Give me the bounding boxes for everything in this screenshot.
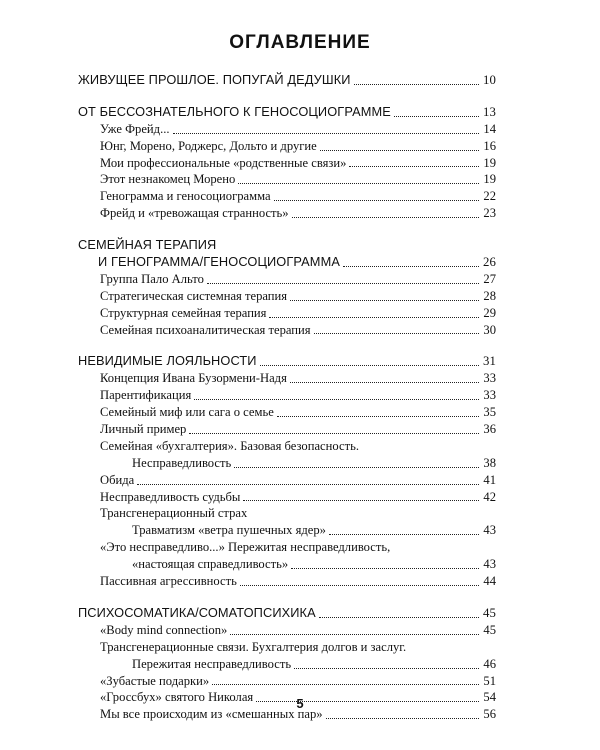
toc-page-number: 44 (483, 574, 496, 589)
toc-page-number: 33 (483, 388, 496, 403)
toc-entry[interactable] (78, 171, 496, 188)
toc-page-number: 45 (483, 605, 496, 620)
toc-entry-title: ЖИВУЩЕЕ ПРОШЛОЕ. ПОПУГАЙ ДЕДУШКИ (78, 72, 351, 87)
toc-page-number: 41 (483, 472, 496, 487)
toc-section[interactable] (78, 254, 496, 271)
toc-entry[interactable] (78, 489, 496, 506)
toc-page-number: 36 (483, 422, 496, 437)
toc-entry[interactable] (78, 556, 496, 573)
toc-entry-title: Семейный миф или сага о семье (100, 405, 274, 420)
dot-leader (230, 633, 479, 635)
toc-entry-title: Группа Пало Альто (100, 271, 204, 286)
toc-entry-title: Личный пример (100, 422, 187, 437)
dot-leader (319, 616, 479, 618)
toc-section[interactable] (78, 104, 496, 121)
toc-page-number: 22 (483, 189, 496, 204)
toc-entry[interactable] (78, 539, 496, 556)
toc-entry-title: Парентификация (100, 388, 192, 403)
toc-entry[interactable] (78, 288, 496, 305)
toc-page-number: 14 (483, 121, 496, 136)
toc-page-number: 42 (483, 489, 496, 504)
toc-entry-title: «Гроссбух» святого Николая (100, 690, 254, 705)
dot-leader (290, 381, 479, 383)
toc-entry-title: Мои профессиональные «родственные связи» (100, 155, 347, 170)
dot-leader (207, 282, 479, 284)
toc-entry-title: Семейная «бухгалтерия». Базовая безопасность. (100, 438, 359, 453)
dot-leader (326, 717, 479, 719)
dot-leader (243, 499, 479, 501)
toc-entry-title: Обида (100, 472, 135, 487)
toc-entry-title: Стратегическая системная терапия (100, 288, 288, 303)
toc-page-number: 33 (483, 371, 496, 386)
toc-page-number: 54 (483, 690, 496, 705)
toc-entry-title: Несправедливость судьбы (100, 489, 241, 504)
toc-entry-title: «Body mind connection» (100, 622, 228, 637)
dot-leader (194, 398, 479, 400)
toc-entry-title: ОТ БЕССОЗНАТЕЛЬНОГО К ГЕНОСОЦИОГРАММЕ (78, 103, 391, 119)
toc-entry-title: «Это несправедливо...» Пережитая несправедливость, (100, 540, 391, 555)
section-gap (78, 89, 496, 104)
dot-leader (277, 415, 479, 417)
toc-entry-title: «настоящая справедливость» (132, 557, 289, 572)
table-of-contents (78, 72, 496, 723)
toc-page-number: 27 (483, 271, 496, 286)
toc-page-number: 43 (483, 523, 496, 538)
dot-leader (234, 466, 479, 468)
toc-entry-title: Структурная семейная терапия (100, 305, 267, 320)
toc-page-number: 28 (483, 288, 496, 303)
dot-leader (240, 584, 479, 586)
toc-entry-title: Уже Фрейд... (100, 121, 170, 136)
toc-page-number: 16 (483, 138, 496, 153)
toc-page-number: 29 (483, 305, 496, 320)
toc-entry-title: «Зубастые подарки» (100, 673, 210, 688)
toc-entry[interactable] (78, 138, 496, 155)
toc-entry[interactable] (78, 322, 496, 339)
dot-leader (269, 316, 479, 318)
toc-section[interactable] (78, 237, 496, 254)
toc-entry[interactable] (78, 370, 496, 387)
toc-page-number: 56 (483, 707, 496, 722)
toc-entry-title: Пережитая несправедливость (132, 656, 292, 671)
toc-entry[interactable] (78, 421, 496, 438)
toc-entry-title: И ГЕНОГРАММА/ГЕНОСОЦИОГРАММА (98, 254, 340, 270)
toc-entry[interactable] (78, 387, 496, 404)
toc-entry[interactable] (78, 155, 496, 172)
toc-entry[interactable] (78, 656, 496, 673)
dot-leader (260, 364, 479, 366)
toc-page-number: 23 (483, 206, 496, 221)
toc-entry-title: Мы все происходим из «смешанных пар» (100, 707, 323, 722)
toc-page-number: 43 (483, 557, 496, 572)
page-title: ОГЛАВЛЕНИЕ (229, 32, 371, 53)
dot-leader (189, 432, 479, 434)
dot-leader (294, 667, 479, 669)
toc-page-number: 31 (483, 354, 496, 369)
toc-entry[interactable] (78, 438, 496, 455)
section-gap (78, 338, 496, 353)
section-gap (78, 590, 496, 605)
dot-leader (173, 132, 479, 134)
toc-entry[interactable] (78, 305, 496, 322)
toc-page-number: 10 (483, 73, 496, 87)
toc-entry-title: ПСИХОСОМАТИКА/СОМАТОПСИХИКА (78, 604, 316, 620)
toc-entry[interactable] (78, 205, 496, 222)
toc-page-number: 45 (483, 622, 496, 637)
dot-leader (314, 332, 479, 334)
toc-section[interactable] (78, 72, 496, 89)
toc-entry[interactable] (78, 404, 496, 421)
toc-entry-title: Генограмма и геносоциограмма (100, 189, 271, 204)
toc-entry-title: Семейная психоаналитическая терапия (100, 322, 311, 337)
toc-page-number: 26 (483, 255, 496, 270)
toc-entry-title: Несправедливость (132, 455, 232, 470)
toc-entry[interactable] (78, 455, 496, 472)
toc-entry[interactable] (78, 505, 496, 522)
toc-entry[interactable] (78, 573, 496, 590)
toc-entry-title: Пассивная агрессивность (100, 574, 237, 589)
toc-entry-title: СЕМЕЙНАЯ ТЕРАПИЯ (78, 237, 217, 253)
toc-entry[interactable] (78, 673, 496, 690)
toc-entry[interactable] (78, 472, 496, 489)
toc-page-number: 19 (483, 155, 496, 170)
toc-entry-title: Концепция Ивана Бузормени-Надя (100, 371, 287, 386)
toc-entry[interactable] (78, 188, 496, 205)
section-gap (78, 222, 496, 237)
toc-entry[interactable] (78, 522, 496, 539)
toc-page-number: 19 (483, 172, 496, 187)
dot-leader (320, 149, 479, 151)
toc-page-number: 38 (483, 455, 496, 470)
toc-entry-title: НЕВИДИМЫЕ ЛОЯЛЬНОСТИ (78, 353, 257, 369)
toc-entry-title: Трансгенерационный страх (100, 506, 248, 521)
toc-entry[interactable] (78, 622, 496, 639)
dot-leader (349, 165, 479, 167)
toc-page-number: 13 (483, 104, 496, 119)
dot-leader (238, 182, 479, 184)
toc-entry[interactable] (78, 121, 496, 138)
dot-leader (137, 483, 479, 485)
dot-leader (292, 216, 479, 218)
toc-section[interactable] (78, 353, 496, 370)
page-number: 5 (296, 696, 304, 711)
dot-leader (274, 199, 479, 201)
toc-entry[interactable] (78, 271, 496, 288)
toc-page-number: 30 (483, 322, 496, 337)
toc-entry[interactable] (78, 639, 496, 656)
toc-page-number: 46 (483, 656, 496, 671)
toc-entry-title: Травматизм «ветра пушечных ядер» (132, 523, 326, 538)
dot-leader (329, 533, 479, 535)
dot-leader (212, 683, 479, 685)
toc-entry-title: Этот незнакомец Морено (100, 172, 236, 187)
dot-leader (291, 567, 479, 569)
toc-section[interactable] (78, 605, 496, 622)
toc-entry-title: Фрейд и «тревожащая странность» (100, 206, 289, 221)
toc-page-number: 35 (483, 405, 496, 420)
toc-entry-title: Юнг, Морено, Роджерс, Дольто и другие (100, 138, 317, 153)
dot-leader (354, 83, 479, 85)
toc-entry-title: Трансгенерационные связи. Бухгалтерия долгов и заслуг. (100, 639, 407, 654)
toc-page-number: 51 (483, 673, 496, 688)
dot-leader (394, 115, 479, 117)
dot-leader (290, 299, 479, 301)
dot-leader (343, 265, 479, 267)
